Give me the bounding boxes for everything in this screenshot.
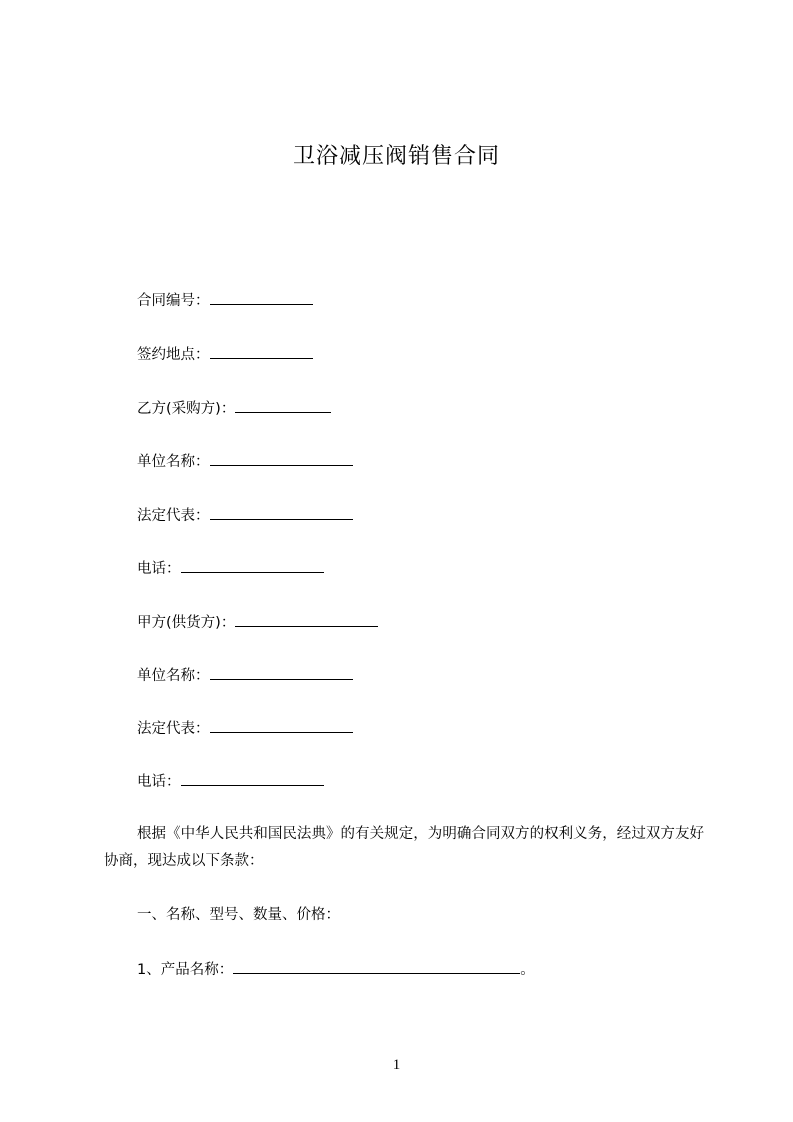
intro-paragraph: 根据《中华人民共和国民法典》的有关规定，为明确合同双方的权利义务，经过双方友好协商，现达成以下条款： bbox=[104, 826, 704, 869]
field-label: 乙方(采购方)： bbox=[137, 401, 236, 417]
fill-blank-line bbox=[210, 290, 313, 305]
field-contract-number bbox=[137, 290, 313, 311]
fill-blank-line bbox=[210, 344, 313, 359]
document-title: 卫浴减压阀销售合同 bbox=[292, 144, 500, 169]
item-label: 1、产品名称： bbox=[137, 962, 234, 978]
field-label: 单位名称： bbox=[137, 454, 210, 470]
fill-blank-line bbox=[210, 665, 353, 680]
field-label: 电话： bbox=[137, 561, 181, 577]
page-number: 1 bbox=[392, 1057, 401, 1073]
field-label: 单位名称： bbox=[137, 668, 210, 684]
field-party-b bbox=[137, 398, 331, 419]
field-party-b-representative bbox=[137, 505, 353, 526]
field-party-a bbox=[137, 612, 378, 633]
field-party-b-company bbox=[137, 451, 353, 472]
field-label: 签约地点： bbox=[137, 347, 210, 363]
fill-blank-line bbox=[210, 718, 353, 733]
fill-blank-line bbox=[233, 959, 520, 974]
fill-blank-line bbox=[181, 558, 324, 573]
field-label: 电话： bbox=[137, 774, 181, 790]
field-party-a-representative bbox=[137, 718, 353, 739]
field-label: 合同编号： bbox=[137, 293, 210, 309]
section-heading: 一、名称、型号、数量、价格： bbox=[137, 907, 340, 923]
field-party-a-phone bbox=[137, 771, 324, 792]
field-party-b-phone bbox=[137, 558, 324, 579]
fill-blank-line bbox=[210, 505, 353, 520]
field-label: 法定代表： bbox=[137, 721, 210, 737]
fill-blank-line bbox=[181, 771, 324, 786]
fill-blank-line bbox=[235, 612, 378, 627]
field-party-a-company bbox=[137, 665, 353, 686]
field-label: 法定代表： bbox=[137, 508, 210, 524]
item-suffix: 。 bbox=[520, 962, 535, 978]
field-label: 甲方(供货方)： bbox=[137, 615, 236, 631]
item-product-name bbox=[137, 959, 535, 980]
fill-blank-line bbox=[235, 398, 331, 413]
field-signing-place bbox=[137, 344, 313, 365]
fill-blank-line bbox=[210, 451, 353, 466]
